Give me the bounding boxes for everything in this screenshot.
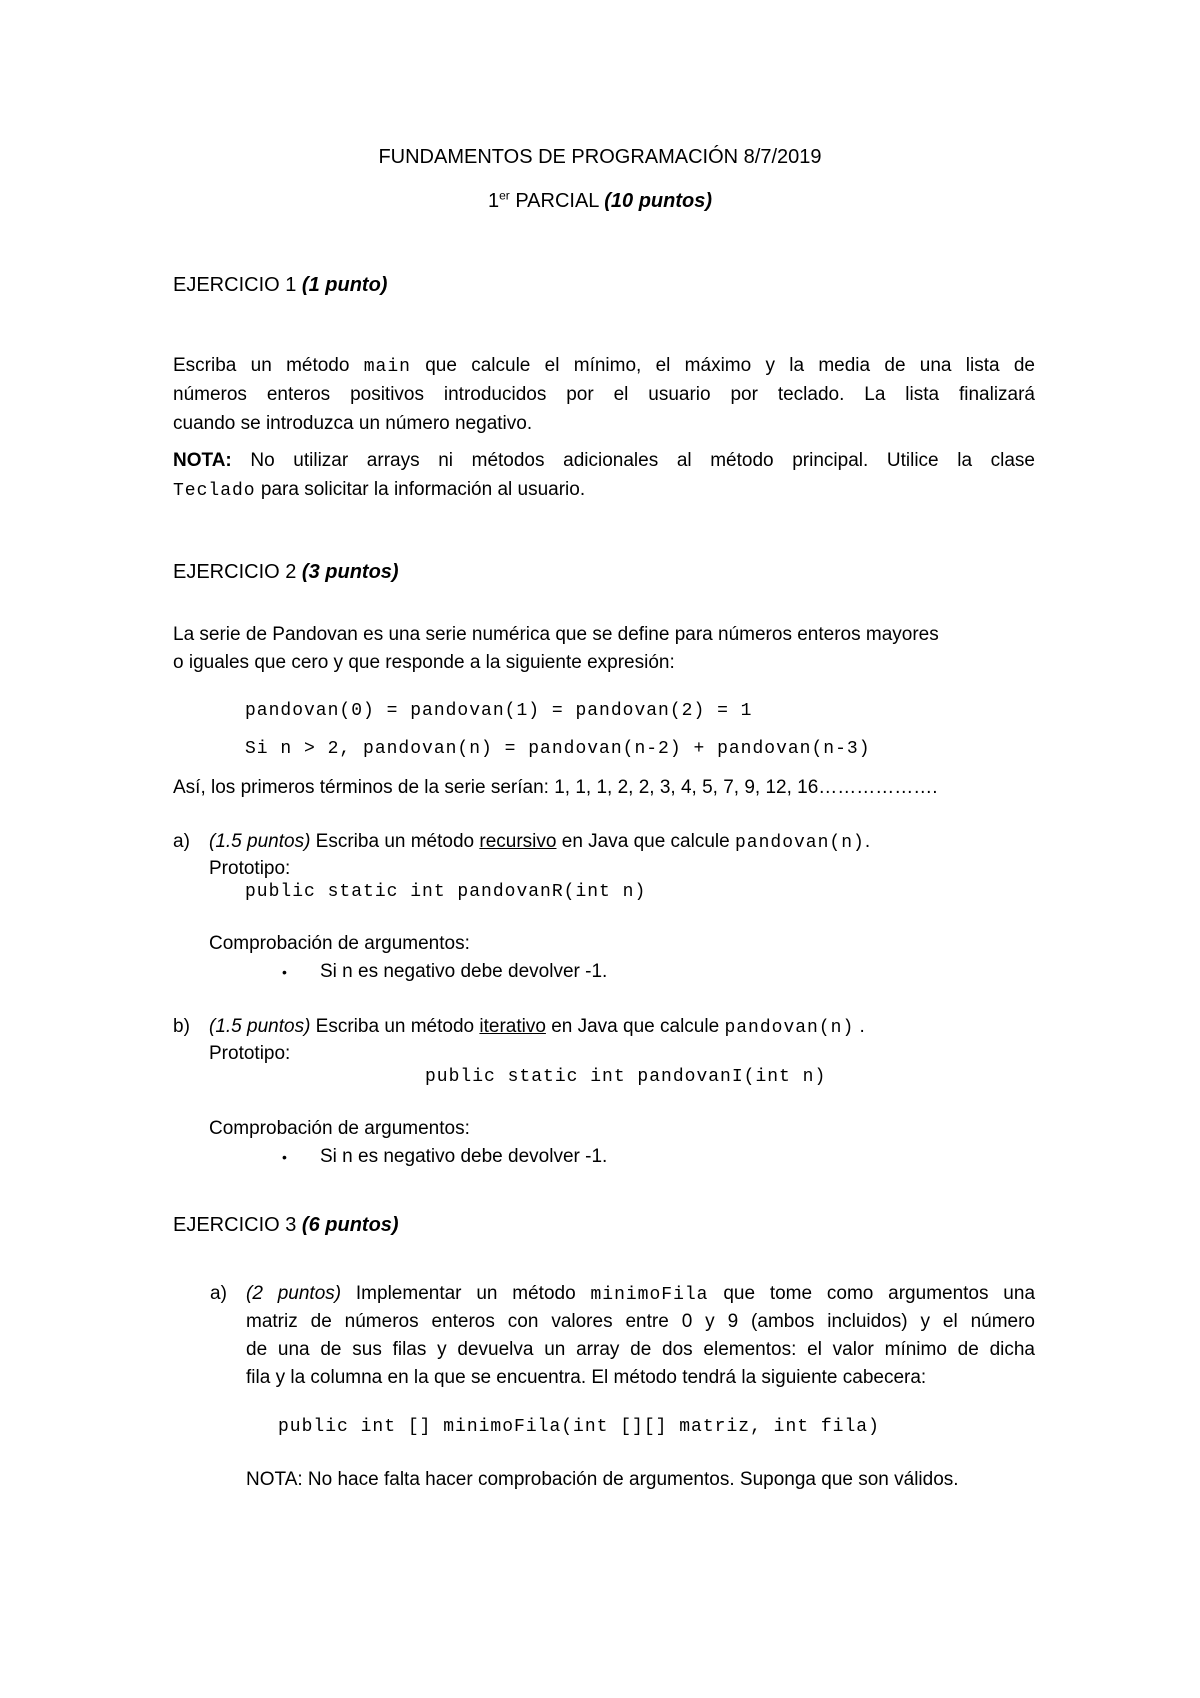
ex1-text: Escriba un método [173, 355, 364, 376]
ex2-points: (3 puntos) [301, 561, 399, 583]
ex2a-text: Escriba un método [310, 831, 480, 852]
code-minimoFila: minimoFila [590, 1285, 709, 1305]
ex1-text: que calcule el mínimo, el máximo y la media de una lista de [410, 355, 1035, 376]
ex2b-check: Si n es negativo debe devolver -1. [320, 1146, 608, 1167]
ex3-heading [173, 1214, 399, 1237]
ex3a-line-3: de una de sus filas y devuelva un array de dos elementos: el valor mínimo de dicha [246, 1339, 1035, 1360]
ex3a-points: (2 puntos) [246, 1283, 342, 1304]
code-main: main [363, 357, 411, 377]
ex3a-line-2: matriz de números enteros con valores entre 0 y 9 (ambos incluidos) y el número [246, 1311, 1035, 1332]
ex3a-note: NOTA: No hace falta hacer comprobación de argumentos. Suponga que son válidos. [246, 1469, 959, 1490]
ex1-line-1 [173, 355, 1035, 377]
ex2b-prototype-label: Prototipo: [209, 1043, 291, 1064]
ex2b-label: b) [173, 1016, 190, 1037]
ex2b-statement [209, 1016, 865, 1038]
ex2a-label: a) [173, 831, 190, 852]
ex2a-points: (1.5 puntos) [209, 831, 311, 852]
code-teclado: Teclado [173, 481, 256, 501]
ex2a-text: . [864, 831, 871, 852]
page-subtitle [0, 190, 1200, 213]
code-minimoFila-signature: public int [] minimoFila(int [][] matriz, int fila) [278, 1417, 880, 1437]
note-text: para solicitar la información al usuario. [255, 479, 586, 500]
code-pandovan-n: pandovan(n) [724, 1018, 855, 1038]
ex3a-line-4: fila y la columna en la que se encuentra. El método tendrá la siguiente cabecera: [246, 1367, 927, 1388]
ex2a-prototype-label: Prototipo: [209, 858, 291, 879]
subtitle-ordinal: er [499, 188, 510, 203]
ex1-line-3: cuando se introduzca un número negativo. [173, 413, 533, 434]
ex3-heading-label: EJERCICIO 3 [173, 1214, 302, 1236]
ex1-note-line-2 [173, 479, 585, 501]
ex2a-kind: recursivo [479, 831, 557, 852]
ex1-heading [173, 274, 387, 297]
ex1-heading-label: EJERCICIO 1 [173, 274, 302, 296]
ex1-line-2: números enteros positivos introducidos por el usuario por teclado. La lista finalizará [173, 384, 1035, 405]
ex2a-check-label: Comprobación de argumentos: [209, 933, 470, 954]
ex2-heading [173, 561, 399, 584]
ex3a-text: Implementar un método [341, 1283, 591, 1304]
ex2-heading-label: EJERCICIO 2 [173, 561, 302, 583]
nota-label: NOTA: [173, 450, 232, 471]
page-title: FUNDAMENTOS DE PROGRAMACIÓN 8/7/2019 [378, 146, 822, 168]
ex2a-text: en Java que calcule [556, 831, 735, 852]
ex2a-statement [209, 831, 870, 853]
ex3a-label: a) [210, 1283, 227, 1304]
code-pandovanI: public static int pandovanI(int n) [425, 1067, 827, 1087]
ex3a-text: que tome como argumentos una [708, 1283, 1036, 1304]
code-pandovan-base: pandovan(0) = pandovan(1) = pandovan(2) = 1 [245, 701, 753, 721]
note-text: No utilizar arrays ni métodos adicionales al método principal. Utilice la clase [231, 450, 1035, 471]
ex2b-text: Escriba un método [310, 1016, 480, 1037]
ex3-points: (6 puntos) [301, 1214, 399, 1236]
ex2-line-1: La serie de Pandovan es una serie numérica que se define para números enteros mayores [173, 624, 939, 645]
bullet-icon: • [282, 1149, 287, 1165]
ex2b-text: . [854, 1016, 865, 1037]
ex2-line-2: o iguales que cero y que responde a la siguiente expresión: [173, 652, 675, 673]
subtitle-number: 1 [487, 190, 500, 212]
code-pandovanR: public static int pandovanR(int n) [245, 882, 647, 902]
ex3a-line-1 [246, 1283, 1035, 1305]
ex1-points: (1 punto) [301, 274, 388, 296]
code-pandovan-recurrence: Si n > 2, pandovan(n) = pandovan(n-2) + pandovan(n-3) [245, 739, 871, 759]
ex2b-check-label: Comprobación de argumentos: [209, 1118, 470, 1139]
ex1-note-line-1 [173, 450, 1035, 472]
bullet-icon: • [282, 964, 287, 980]
ex2b-text: en Java que calcule [545, 1016, 725, 1037]
series-terms: Así, los primeros términos de la serie serían: 1, 1, 1, 2, 2, 3, 4, 5, 7, 9, 12, 16………………. [173, 777, 938, 798]
ex2a-check: Si n es negativo debe devolver -1. [320, 961, 608, 982]
ex2b-kind: iterativo [479, 1016, 546, 1037]
ex2b-points: (1.5 puntos) [209, 1016, 311, 1037]
code-pandovan-n: pandovan(n) [734, 833, 865, 853]
subtitle-text: PARCIAL [509, 190, 605, 212]
subtitle-points: (10 puntos) [604, 190, 713, 212]
